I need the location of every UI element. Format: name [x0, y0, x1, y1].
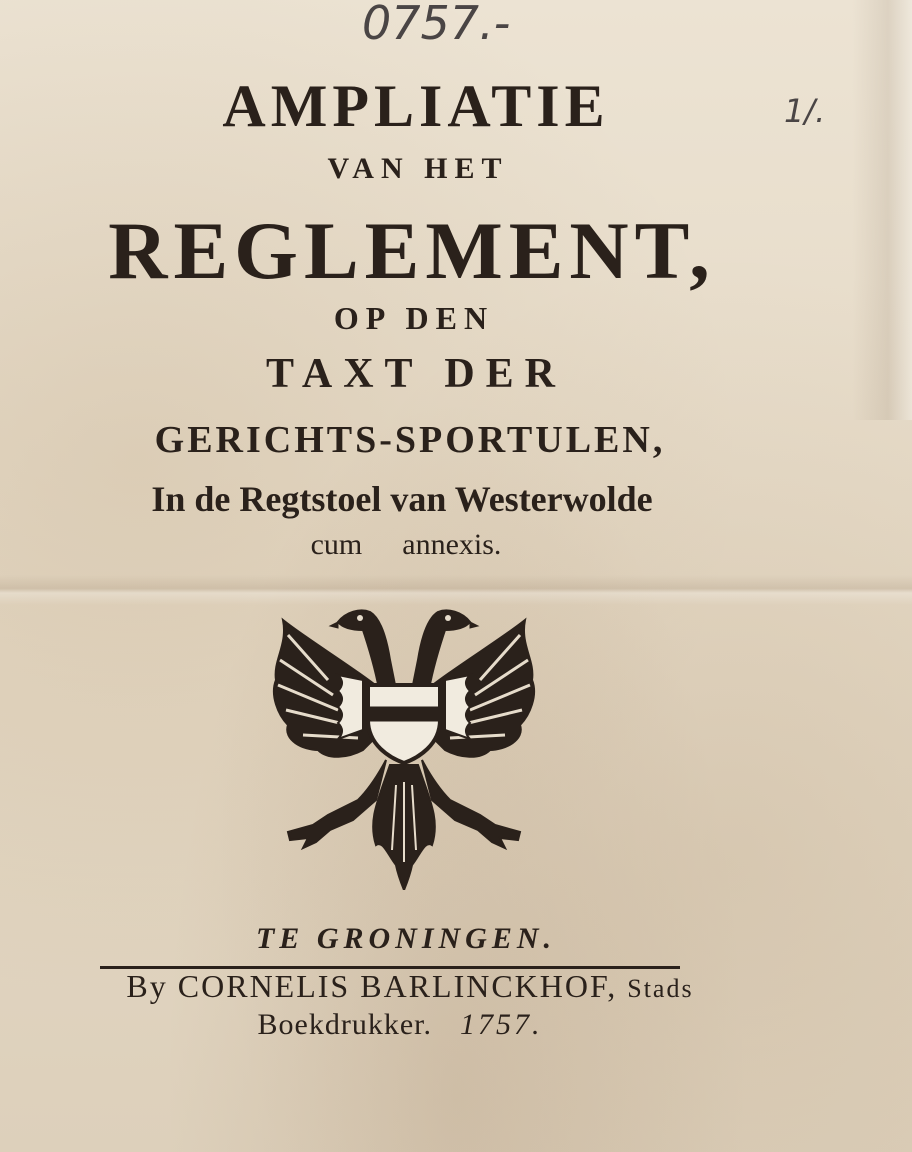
paper-edge — [852, 0, 912, 420]
title-line-cum-annexis — [0, 528, 812, 562]
handwritten-number: 0757.- — [362, 0, 511, 50]
title-line-ampliatie: AMPLIATIE — [222, 73, 610, 139]
cum-text: cum — [310, 528, 363, 561]
title-line-van-het: VAN HET — [327, 152, 509, 185]
imprint-year: 1757. — [459, 1008, 543, 1041]
printer-title: Stads — [627, 974, 694, 1003]
printer-role: Boekdrukker. — [257, 1008, 432, 1041]
handwritten-margin-mark: 1/. — [784, 92, 826, 130]
annexis-text: annexis. — [402, 528, 502, 561]
title-line-gerichts-sportulen: GERICHTS-SPORTULEN, — [154, 419, 666, 461]
imprint-printer-line — [4, 968, 816, 1005]
double-headed-eagle-icon — [268, 600, 540, 890]
title-line-reglement: REGLEMENT, — [108, 205, 716, 296]
title-line-op-den: OP DEN — [333, 300, 495, 336]
imprint-place: TE GRONINGEN. — [255, 922, 557, 955]
printer-prefix: By — [126, 968, 168, 1004]
printer-name: CORNELIS BARLINCKHOF, — [177, 968, 618, 1004]
imprint-role-line — [0, 1008, 806, 1042]
title-line-regtstoel: In de Regtstoel van Westerwolde — [151, 479, 653, 519]
title-line-taxt-der: TAXT DER — [266, 351, 566, 397]
